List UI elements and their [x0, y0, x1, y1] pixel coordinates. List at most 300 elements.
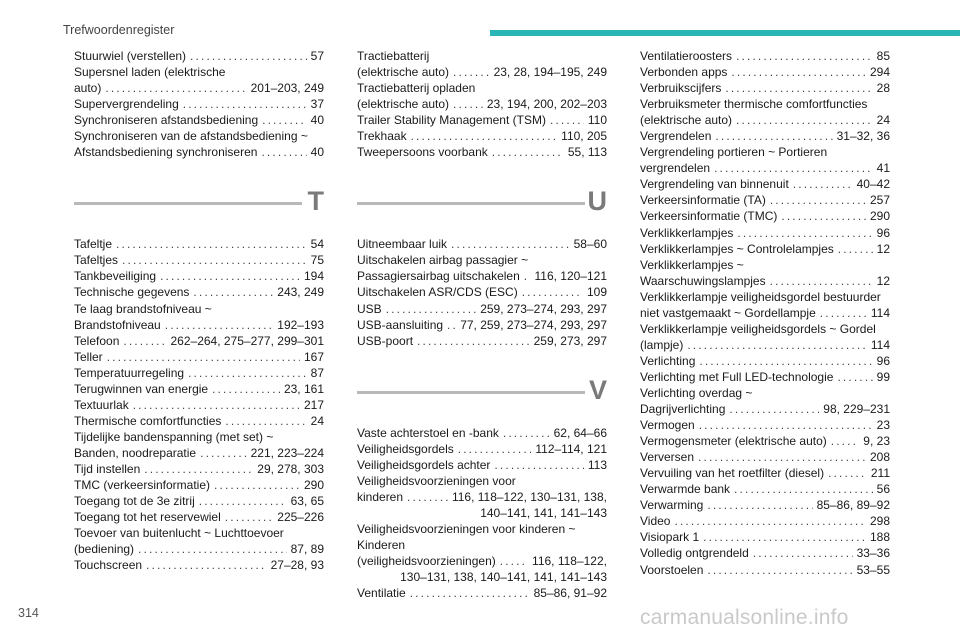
- entry-page-refs: 53–55: [856, 562, 890, 577]
- entry-page-refs: 24: [310, 413, 324, 428]
- entry-line: [74, 413, 324, 429]
- entry-page-refs: 188: [869, 530, 890, 545]
- index-entry: [74, 477, 324, 493]
- entry-term: Vermogensmeter (elektrische auto): [640, 434, 827, 449]
- entry-line: [74, 477, 324, 493]
- entry-line: [640, 96, 890, 112]
- entry-line: [74, 493, 324, 509]
- index-entry: [640, 289, 890, 321]
- dot-leader: [133, 397, 300, 413]
- dot-leader: [831, 433, 860, 449]
- section-letter: U: [587, 186, 607, 217]
- entry-page-refs: 23, 194, 200, 202–203: [486, 97, 607, 112]
- dot-leader: [793, 176, 853, 192]
- entry-term: (elektrische auto): [640, 113, 733, 128]
- entry-term: (elektrische auto): [357, 65, 450, 80]
- dot-leader: [458, 441, 532, 457]
- dot-leader: [212, 381, 280, 397]
- header-accent-bar: [490, 30, 960, 36]
- dot-leader: [122, 252, 307, 268]
- entry-page-refs: 87, 89: [290, 542, 324, 557]
- entry-line: [74, 268, 324, 284]
- entry-page-refs: 40: [310, 113, 324, 128]
- entry-line: [74, 317, 324, 333]
- entry-page-refs: 290: [869, 209, 890, 224]
- entry-page-refs: 116, 118–122,: [532, 554, 607, 569]
- entry-term: Vaste achterstoel en -bank: [357, 425, 499, 440]
- dot-leader: [123, 333, 166, 349]
- entry-term: Verversen: [640, 450, 695, 465]
- entry-page-refs-continued: 140–141, 141, 141–143: [480, 505, 607, 520]
- dot-leader: [770, 273, 873, 289]
- entry-term: vergrendelen: [640, 161, 711, 176]
- entry-line: [640, 48, 890, 64]
- entry-line: [640, 513, 890, 529]
- entry-line: [74, 445, 324, 461]
- entry-page-refs: 24: [876, 113, 890, 128]
- entry-line: [74, 349, 324, 365]
- index-entry: [640, 48, 890, 64]
- dot-leader: [492, 144, 564, 160]
- dot-leader: [160, 268, 300, 284]
- entry-term: Trekhaak: [357, 129, 407, 144]
- entry-line: [640, 305, 890, 321]
- dot-leader: [417, 333, 530, 349]
- section-rule: [74, 202, 302, 205]
- index-entry: [74, 268, 324, 284]
- entry-term: USB-aansluiting: [357, 317, 444, 332]
- entry-page-refs: 110, 205: [561, 129, 607, 144]
- entry-line: [74, 461, 324, 477]
- dot-leader: [725, 80, 872, 96]
- entry-line: [640, 144, 890, 160]
- dot-leader: [729, 401, 819, 417]
- index-entry: [357, 284, 607, 300]
- entry-line: [357, 301, 607, 317]
- entry-page-refs: 262–264, 275–277, 299–301: [170, 333, 324, 348]
- entry-term: Verklikkerlampje veiligheidsgordels ~ Gordel: [640, 321, 876, 336]
- entry-term: Tractiebatterij: [357, 49, 430, 63]
- entry-term: Touchscreen: [74, 558, 143, 573]
- dot-leader: [116, 236, 307, 252]
- entry-line: [640, 417, 890, 433]
- dot-leader: [190, 48, 307, 64]
- dot-leader: [736, 48, 873, 64]
- index-column-3: [640, 48, 890, 578]
- dot-leader: [165, 317, 274, 333]
- entry-line: [357, 521, 607, 537]
- entry-term: Verbruikscijfers: [640, 81, 722, 96]
- entry-term: Verwarming: [640, 498, 704, 513]
- entry-line: [357, 333, 607, 349]
- entry-line: [357, 144, 607, 160]
- entry-page-refs: 243, 249: [277, 285, 324, 300]
- entry-term: Verklikkerlampjes ~: [640, 257, 744, 272]
- index-entry: [640, 545, 890, 561]
- entry-term: Vergrendeling van binnenuit: [640, 177, 789, 192]
- entry-page-refs: 298: [869, 514, 890, 529]
- index-entry: [640, 497, 890, 513]
- index-entry: [74, 284, 324, 300]
- index-entry: [640, 64, 890, 80]
- index-entry: [640, 433, 890, 449]
- dot-leader: [447, 317, 456, 333]
- entry-line: [74, 112, 324, 128]
- index-entry: [74, 413, 324, 429]
- entry-line: [74, 144, 324, 160]
- index-entry: [640, 449, 890, 465]
- index-entry: [74, 48, 324, 64]
- index-entry: [357, 80, 607, 112]
- entry-line: [357, 473, 607, 489]
- entry-term: Banden, noodreparatie: [74, 445, 197, 460]
- dot-leader: [707, 497, 812, 513]
- entry-term: Vervuiling van het roetfilter (diesel): [640, 466, 825, 481]
- entry-line: [74, 284, 324, 300]
- entry-page-refs-continued: 130–131, 138, 140–141, 141, 141–143: [400, 570, 607, 585]
- entry-term: Veiligheidsgordels: [357, 441, 454, 456]
- entry-line: [357, 284, 607, 300]
- index-entry: [74, 333, 324, 349]
- index-entry: [74, 349, 324, 365]
- section-rule: [357, 202, 585, 205]
- entry-line: [74, 128, 324, 144]
- entry-term: Supersnel laden (elektrische: [74, 65, 226, 80]
- entry-page-refs: 259, 273–274, 293, 297: [480, 301, 607, 316]
- entry-term: Voorstoelen: [640, 562, 704, 577]
- entry-term: TMC (verkeersinformatie): [74, 478, 211, 493]
- dot-leader: [138, 541, 287, 557]
- entry-page-refs: 29, 278, 303: [257, 461, 324, 476]
- index-entry: [74, 236, 324, 252]
- entry-page-refs: 201–203, 249: [250, 81, 324, 96]
- dot-leader: [451, 236, 570, 252]
- entry-line: [640, 337, 890, 353]
- entry-line: [357, 80, 607, 96]
- entry-line: [357, 268, 607, 284]
- dot-leader: [737, 225, 872, 241]
- entry-line: [640, 321, 890, 337]
- entry-line: [357, 537, 607, 553]
- entry-line: [357, 64, 607, 80]
- entry-line: [640, 353, 890, 369]
- entry-line: [640, 433, 890, 449]
- entry-page-refs: 57: [310, 49, 324, 63]
- entry-page-refs: 37: [310, 97, 324, 112]
- entry-line: [74, 525, 324, 541]
- index-entry: [357, 236, 607, 252]
- entry-term: (bediening): [74, 542, 135, 557]
- index-entry: [74, 509, 324, 525]
- entry-page-refs: 12: [876, 241, 890, 256]
- entry-term: Tweepersoons voorbank: [357, 145, 488, 160]
- entry-page-refs: 23, 28, 194–195, 249: [493, 65, 607, 80]
- dot-leader: [550, 112, 584, 128]
- entry-line: [640, 160, 890, 176]
- entry-page-refs: 85: [876, 49, 890, 63]
- entry-term: niet vastgemaakt ~ Gordellampje: [640, 305, 816, 320]
- entry-line: [357, 96, 607, 112]
- entry-line: [74, 541, 324, 557]
- entry-page-refs: 77, 259, 273–274, 293, 297: [460, 317, 607, 332]
- entry-term: Video: [640, 514, 671, 529]
- dot-leader: [193, 284, 273, 300]
- entry-line: [640, 112, 890, 128]
- dot-leader: [699, 353, 872, 369]
- entry-line: [640, 273, 890, 289]
- entry-line: [74, 80, 324, 96]
- dot-leader: [753, 545, 853, 561]
- entry-page-refs: 56: [876, 482, 890, 497]
- index-entry: [357, 48, 607, 80]
- dot-leader: [524, 268, 531, 284]
- entry-term: Vermogen: [640, 418, 695, 433]
- dot-leader: [707, 562, 852, 578]
- entry-term: Ventilatie: [357, 586, 406, 601]
- index-entry: [357, 301, 607, 317]
- dot-leader: [410, 585, 530, 601]
- entry-line: [74, 64, 324, 80]
- entry-page-refs: 192–193: [277, 317, 324, 332]
- entry-term: Synchroniseren afstandsbediening: [74, 113, 259, 128]
- index-entry: [74, 461, 324, 477]
- index-entry: [74, 96, 324, 112]
- index-entry: [640, 369, 890, 385]
- index-entry: [74, 493, 324, 509]
- dot-leader: [703, 529, 866, 545]
- entry-term: Supervergrendeling: [74, 97, 179, 112]
- index-entry: [357, 441, 607, 457]
- entry-term: Technische gegevens: [74, 285, 190, 300]
- dot-leader: [107, 349, 300, 365]
- index-entry: [640, 96, 890, 128]
- index-entry: [640, 321, 890, 353]
- dot-leader: [144, 461, 253, 477]
- entry-term: Verkeersinformatie (TMC): [640, 209, 778, 224]
- entry-line: [357, 112, 607, 128]
- entry-page-refs: 85–86, 91–92: [533, 586, 607, 601]
- entry-line: [640, 497, 890, 513]
- entry-term: Verlichting: [640, 353, 696, 368]
- entry-term: Veiligheidsvoorzieningen voor: [357, 473, 516, 488]
- entry-page-refs: 208: [869, 450, 890, 465]
- entry-page-refs: 75: [310, 253, 324, 268]
- entry-page-refs: 87: [310, 365, 324, 380]
- entry-page-refs: 98, 229–231: [823, 402, 890, 417]
- entry-page-refs: 41: [876, 161, 890, 176]
- index-entry: [640, 257, 890, 289]
- entry-term: Waarschuwingslampjes: [640, 273, 766, 288]
- entry-line: [640, 545, 890, 561]
- entry-term: Brandstofniveau: [74, 317, 161, 332]
- entry-page-refs: 31–32, 36: [836, 129, 890, 144]
- dot-leader: [687, 337, 867, 353]
- section-letter: V: [588, 374, 607, 405]
- entry-page-refs: 114: [870, 337, 890, 352]
- entry-page-refs: 27–28, 93: [270, 558, 324, 573]
- entry-term: Telefoon: [74, 333, 120, 348]
- entry-page-refs: 62, 64–66: [553, 425, 607, 440]
- entry-line: [357, 553, 607, 569]
- entry-line: [74, 509, 324, 525]
- entry-line: [640, 481, 890, 497]
- entry-term: Tankbeveiliging: [74, 269, 157, 284]
- entry-term: Kinderen: [357, 537, 406, 552]
- index-entry: [357, 425, 607, 441]
- index-entry: [640, 513, 890, 529]
- entry-line: [357, 585, 607, 601]
- entry-page-refs: 40: [310, 145, 324, 160]
- entry-page-refs: 33–36: [856, 546, 890, 561]
- entry-line: [640, 401, 890, 417]
- entry-line: [74, 301, 324, 317]
- entry-line: [640, 225, 890, 241]
- entry-term: Verwarmde bank: [640, 482, 731, 497]
- index-entry: [357, 457, 607, 473]
- index-entry: [640, 208, 890, 224]
- entry-page-refs: 217: [303, 397, 324, 412]
- entry-term: Verbonden apps: [640, 65, 728, 80]
- entry-page-refs: 113: [587, 457, 607, 472]
- dot-leader: [715, 128, 832, 144]
- entry-page-refs: 54: [310, 237, 324, 252]
- entry-line: [640, 80, 890, 96]
- entry-term: USB: [357, 301, 382, 316]
- entry-term: Tijdelijke bandenspanning (met set) ~: [74, 429, 274, 444]
- entry-line: [357, 252, 607, 268]
- entry-page-refs: 259, 273, 297: [533, 333, 607, 348]
- entry-line: [640, 289, 890, 305]
- entry-term: Verklikkerlampjes: [640, 225, 734, 240]
- entry-term: Verklikkerlampje veiligheidsgordel bestuurder: [640, 289, 881, 304]
- index-entry: [640, 80, 890, 96]
- index-entry: [640, 192, 890, 208]
- dot-leader: [674, 513, 865, 529]
- entry-line: [640, 241, 890, 257]
- index-entry: [74, 397, 324, 413]
- index-entry: [74, 557, 324, 573]
- entry-term: Veiligheidsgordels achter: [357, 457, 491, 472]
- entry-page-refs: 290: [303, 478, 324, 493]
- entry-term: Temperatuurregeling: [74, 365, 185, 380]
- entry-term: (veiligheidsvoorzieningen): [357, 554, 496, 569]
- dot-leader: [828, 465, 867, 481]
- entry-line: [74, 365, 324, 381]
- entry-term: Passagiersairbag uitschakelen: [357, 269, 520, 284]
- entry-page-refs: 194: [303, 269, 324, 284]
- dot-leader: [837, 369, 872, 385]
- dot-leader: [781, 208, 866, 224]
- dot-leader: [770, 192, 866, 208]
- section-letter-divider: [357, 369, 607, 417]
- index-column-2: [357, 48, 607, 601]
- entry-page-refs: 40–42: [856, 177, 890, 192]
- index-entry: [74, 112, 324, 128]
- entry-line: [357, 48, 607, 64]
- index-entry: [357, 252, 607, 284]
- dot-leader: [714, 160, 873, 176]
- entry-term: auto): [74, 81, 102, 96]
- dot-leader: [261, 144, 306, 160]
- entry-line: [74, 381, 324, 397]
- entry-page-refs: 110: [587, 113, 607, 128]
- dot-leader: [214, 477, 300, 493]
- entry-page-refs: 221, 223–224: [250, 445, 324, 460]
- entry-page-refs: 58–60: [573, 237, 607, 252]
- entry-line: [357, 425, 607, 441]
- dot-leader: [262, 112, 307, 128]
- dot-leader: [698, 449, 866, 465]
- entry-page-refs: 85–86, 89–92: [816, 498, 890, 513]
- index-entry: [357, 112, 607, 128]
- dot-leader: [183, 96, 307, 112]
- index-entry: [357, 144, 607, 160]
- entry-term: Uitschakelen ASR/CDS (ESC): [357, 285, 518, 300]
- entry-line: [74, 48, 324, 64]
- entry-term: Thermische comfortfuncties: [74, 413, 222, 428]
- entry-page-refs: 109: [586, 285, 607, 300]
- dot-leader: [503, 425, 550, 441]
- dot-leader: [200, 445, 246, 461]
- entry-term: Ventilatieroosters: [640, 49, 733, 63]
- entry-line: [357, 317, 607, 333]
- entry-line: [640, 529, 890, 545]
- entry-line: [357, 236, 607, 252]
- section-rule: [357, 391, 585, 394]
- entry-line: [640, 64, 890, 80]
- entry-page-refs: 211: [870, 466, 890, 481]
- entry-term: Tafeltje: [74, 237, 113, 252]
- entry-term: (lampje): [640, 337, 684, 352]
- entry-page-refs: 257: [869, 193, 890, 208]
- index-entry: [640, 481, 890, 497]
- dot-leader: [146, 557, 267, 573]
- entry-term: Afstandsbediening synchroniseren: [74, 145, 258, 160]
- dot-leader: [188, 365, 307, 381]
- section-letter: T: [307, 186, 324, 217]
- entry-line: [640, 465, 890, 481]
- entry-page-refs: 294: [869, 65, 890, 80]
- entry-page-refs: 112–114, 121: [535, 441, 607, 456]
- entry-term: Verklikkerlampjes ~ Controlelampjes: [640, 241, 834, 256]
- index-entry: [640, 385, 890, 417]
- entry-line: [640, 562, 890, 578]
- index-entry: [74, 381, 324, 397]
- index-entry: [640, 225, 890, 241]
- entry-line: [640, 192, 890, 208]
- page-number: 314: [18, 606, 39, 620]
- dot-leader: [199, 493, 287, 509]
- index-entry: [74, 301, 324, 333]
- entry-page-refs: 116, 118–122, 130–131, 138,: [451, 489, 607, 504]
- entry-term: Uitschakelen airbag passagier ~: [357, 253, 529, 268]
- index-entry: [640, 465, 890, 481]
- watermark: carmanualsonline.info: [640, 606, 849, 629]
- index-entry: [74, 128, 324, 160]
- entry-page-refs: 23, 161: [283, 381, 324, 396]
- dot-leader: [820, 305, 867, 321]
- entry-term: Synchroniseren van de afstandsbediening ~: [74, 129, 308, 144]
- entry-term: Tractiebatterij opladen: [357, 81, 476, 96]
- entry-term: Verbruiksmeter thermische comfortfuncties: [640, 97, 868, 112]
- dot-leader: [731, 64, 866, 80]
- dot-leader: [225, 509, 274, 525]
- dot-leader: [734, 481, 873, 497]
- entry-line: [357, 441, 607, 457]
- entry-page-refs: 225–226: [277, 510, 324, 525]
- entry-term: Vergrendelen: [640, 129, 712, 144]
- index-entry: [74, 365, 324, 381]
